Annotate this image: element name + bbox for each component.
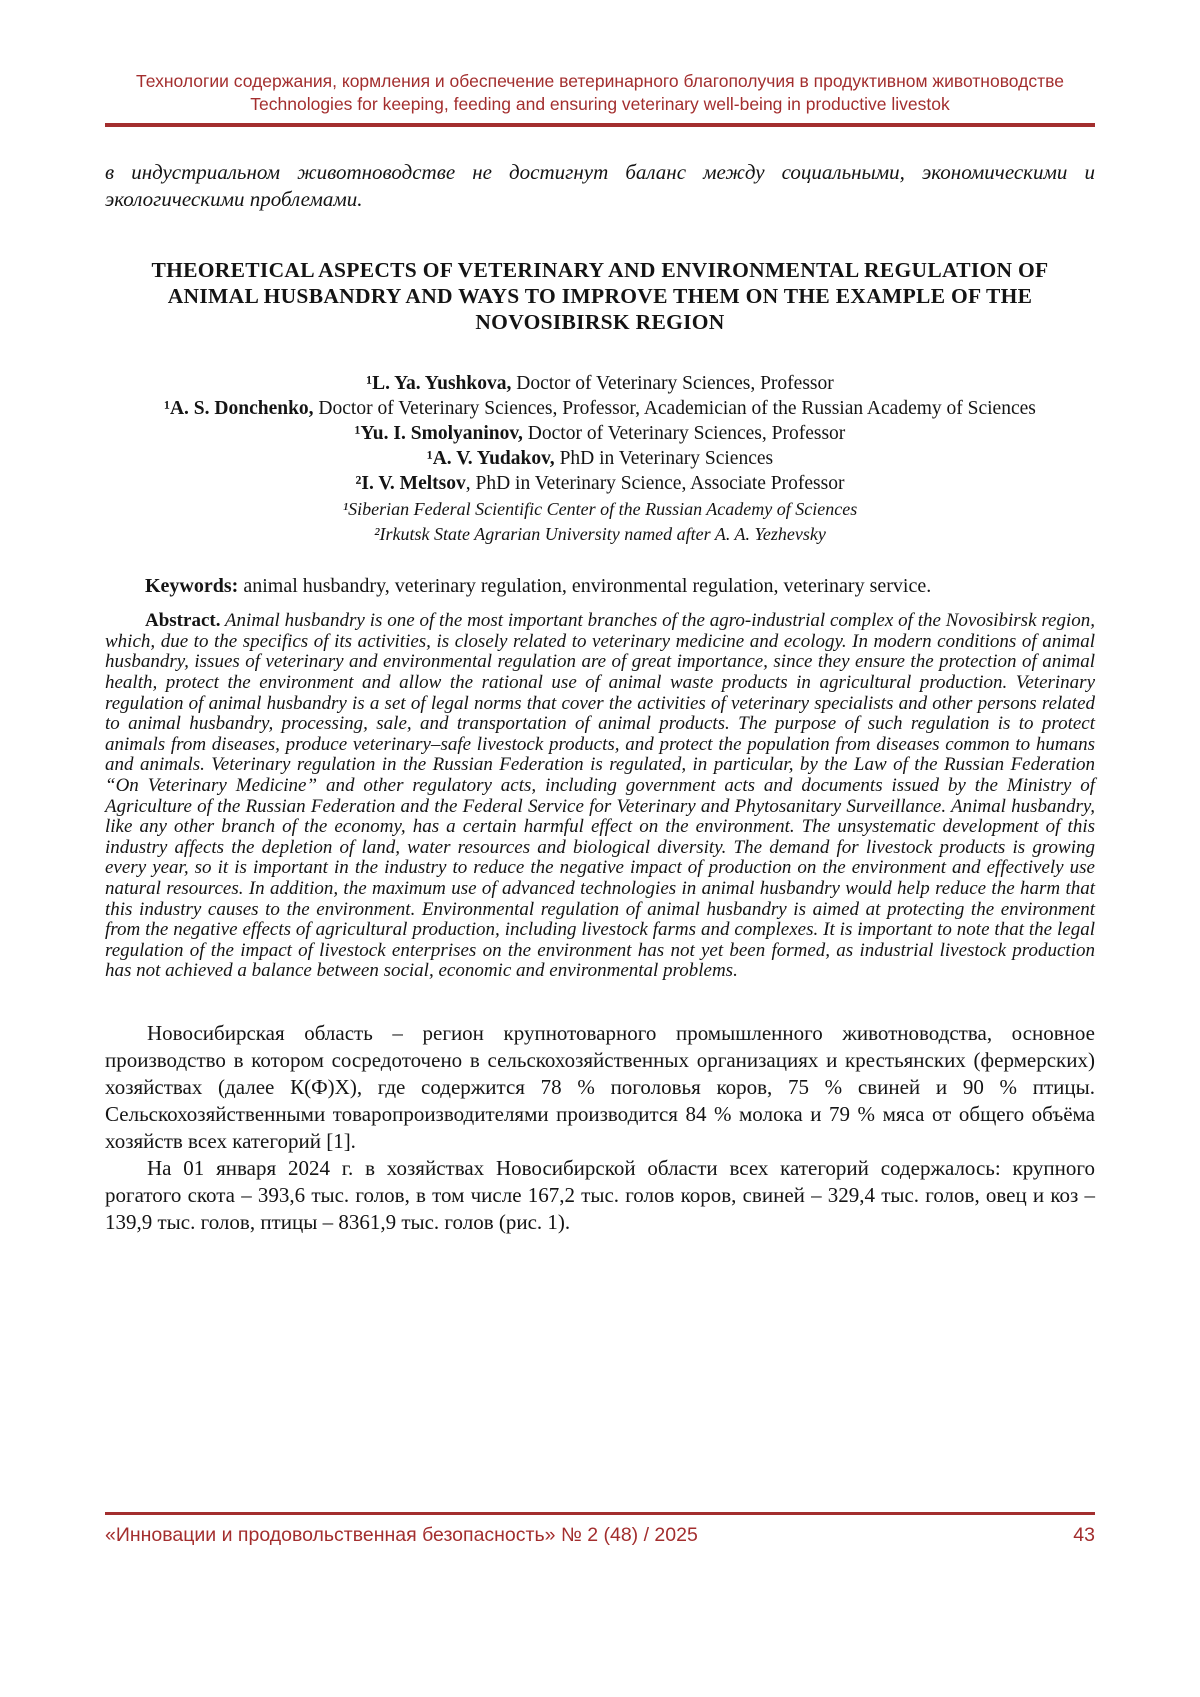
affiliation-line: ²Irkutsk State Agrarian University named after A. A. Yezhevsky: [374, 524, 826, 545]
affiliation-line: ¹Siberian Federal Scientific Center of the Russian Academy of Sciences: [342, 499, 858, 520]
keywords-paragraph: [105, 573, 1095, 599]
author-line: [105, 446, 1095, 471]
abstract-text: Animal husbandry is one of the most important branches of the agro-industrial complex of the Novosibirsk region, which, due to the specifics of its activities, is closely related to veterinary medicine and ecology. In modern conditions of animal husbandry, issues of veterinary and environmental regulation are of great importance, since they ensure the protection of animal health, protect the environment and allow the rational use of animal waste products in agricultural production. Veterinary regulation of animal husbandry is a set of legal norms that cover the activities of veterinary specialists and other persons related to animal husbandry, processing, sale, and transportation of animal products. The purpose of such regulation is to protect animals from diseases, produce veterinary–safe livestock products, and protect the population from diseases common to humans and animals. Veterinary regulation in the Russian Federation is regulated, in particular, by the Law of the Russian Federation “On Veterinary Medicine” and other regulatory acts, including government acts and documents issued by the Ministry of Agriculture of the Russian Federation and the Federal Service for Veterinary and Phytosanitary Surveillance. Animal husbandry, like any other branch of the economy, has a certain harmful effect on the environment. The unsystematic development of this industry affects the depletion of land, water resources and biological diversity. The demand for livestock products is growing every year, so it is important in the industry to reduce the negative impact of production on the environment and effectively use natural resources. In addition, the maximum use of advanced technologies in animal husbandry would help reduce the harm that this industry causes to the environment. Environmental regulation of animal husbandry is aimed at protecting the environment from the negative effects of agricultural production, including livestock farms and complexes. It is important to note that the legal regulation of the impact of livestock enterprises on the environment has not yet been formed, as industrial livestock production has not achieved a balance between social, economic and environmental problems.: [105, 610, 1095, 982]
article-title: THEORETICAL ASPECTS OF VETERINARY AND ENVIRONMENTAL REGULATION OF ANIMAL HUSBANDRY AND WAYS TO IMPROVE THEM ON THE EXAMPLE OF THE NOVOSIBIRSK REGION: [151, 258, 1049, 335]
body-paragraph: На 01 января 2024 г. в хозяйствах Новосибирской области всех категорий содержалось: крупного рогатого скота – 393,6 тыс. голов, в том числе 167,2 тыс. голов коров, свиней – 329,4 тыс. голов, овец и коз – 139,9 тыс. голов, птицы – 8361,9 тыс. голов (рис. 1).: [105, 1155, 1095, 1234]
author-degree: PhD in Veterinary Sciences: [554, 448, 774, 470]
author-degree: Doctor of Veterinary Sciences, Professor: [522, 423, 846, 445]
author-line: [105, 421, 1095, 446]
author-degree: Doctor of Veterinary Sciences, Professor: [511, 373, 834, 395]
header-rule: [105, 123, 1095, 127]
author-degree: Doctor of Veterinary Sciences, Professor, Academician of the Russian Academy of Sciences: [313, 398, 1036, 420]
footer-page-number: 43: [1073, 1524, 1095, 1546]
author-name: ¹L. Ya. Yushkova,: [366, 373, 512, 395]
keywords-label: Keywords:: [145, 575, 239, 598]
lead-paragraph: в индустриальном животноводстве не достигнут баланс между социальными, экономическими и экологическими проблемами.: [105, 160, 1095, 212]
body-paragraph: Новосибирская область – регион крупнотоварного промышленного животноводства, основное производство в котором сосредоточено в сельскохозяйственных организациях и крестьянских (фермерских) хозяйствах (далее К(Ф)Х), где содержится 78 % поголовья коров, 75 % свиней и 90 % птицы. Сельскохозяйственными товаропроизводителями производится 84 % молока и 79 % мяса от общего объёма хозяйств всех категорий [1].: [105, 1020, 1095, 1153]
author-name: ²I. V. Meltsov: [355, 473, 466, 495]
abstract-paragraph: [105, 611, 1095, 982]
footer-journal-title: «Инновации и продовольственная безопасность» № 2 (48) / 2025: [105, 1524, 698, 1546]
author-name: ¹A. V. Yudakov,: [426, 448, 555, 470]
running-head-en: Technologies for keeping, feeding and ensuring veterinary well-being in productive livestok: [250, 94, 950, 115]
author-name: ¹Yu. I. Smolyaninov,: [354, 423, 523, 445]
abstract-label: Abstract.: [145, 610, 221, 632]
author-line: [105, 371, 1095, 396]
article-body: [105, 1020, 1095, 1236]
author-line: [105, 471, 1095, 496]
page-footer: [105, 1512, 1095, 1547]
author-degree: , PhD in Veterinary Science, Associate Professor: [465, 473, 845, 495]
author-line: [105, 396, 1095, 421]
author-name: ¹A. S. Donchenko,: [164, 398, 314, 420]
keywords-text: animal husbandry, veterinary regulation, environmental regulation, veterinary service.: [238, 575, 932, 598]
affiliations-block: [105, 497, 1095, 547]
running-head-ru: Технологии содержания, кормления и обеспечение ветеринарного благополучия в продуктивном животноводстве: [136, 71, 1064, 91]
running-head: [105, 0, 1095, 116]
authors-block: [105, 371, 1095, 496]
